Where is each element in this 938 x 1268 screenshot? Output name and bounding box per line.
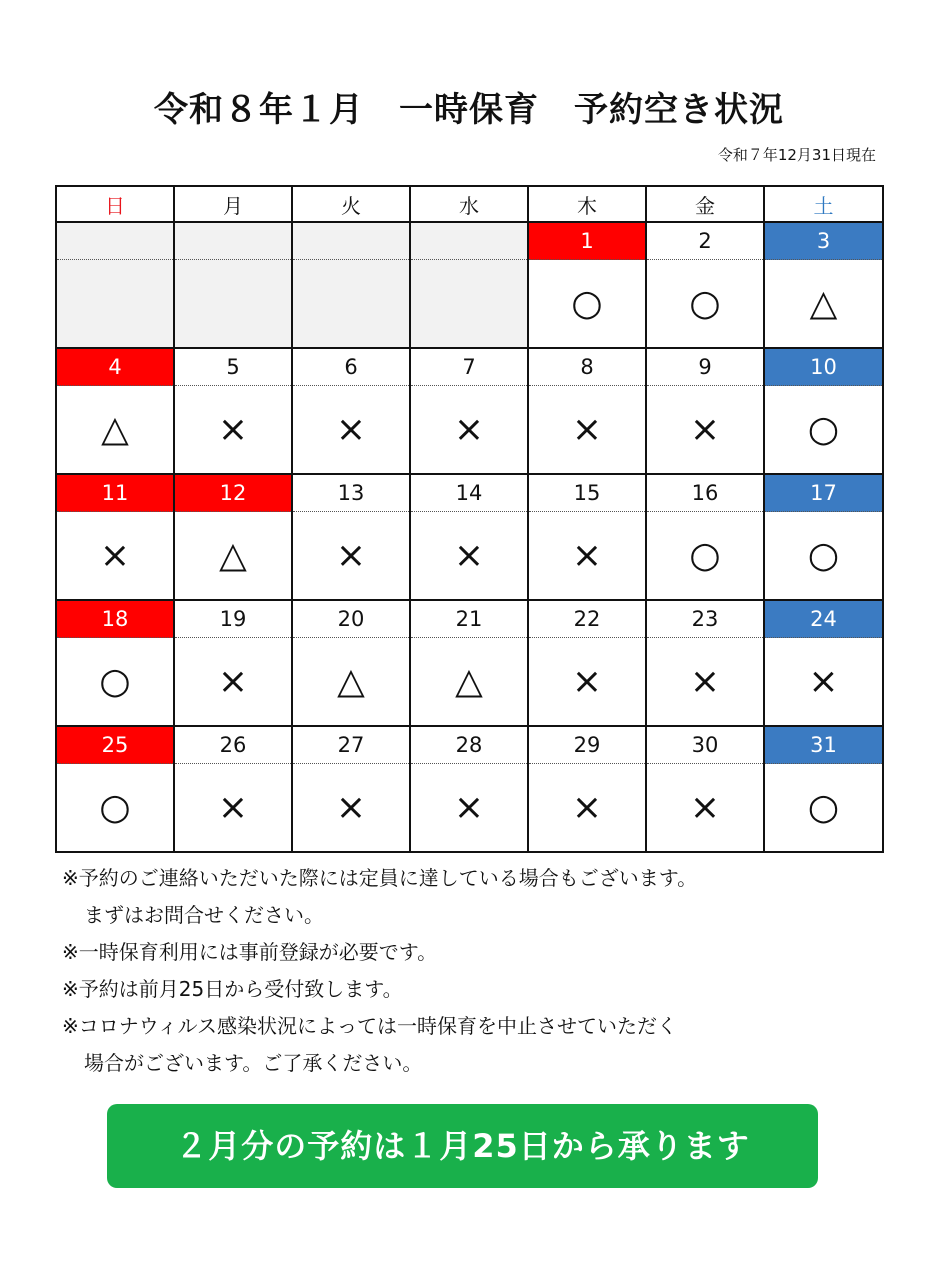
- availability-row: [56, 638, 883, 727]
- date-row: [56, 600, 883, 638]
- date-cell: 23: [646, 600, 764, 638]
- weekday-header: 木: [528, 186, 646, 222]
- weekday-header: 月: [174, 186, 292, 222]
- availability-cell: ○: [646, 512, 764, 601]
- availability-cell: ×: [646, 638, 764, 727]
- availability-row: [56, 764, 883, 853]
- weekday-header: 金: [646, 186, 764, 222]
- availability-cell: ○: [56, 764, 174, 853]
- calendar-table: [55, 185, 884, 853]
- availability-cell: [56, 260, 174, 349]
- date-cell: 16: [646, 474, 764, 512]
- date-cell: 19: [174, 600, 292, 638]
- availability-cell: ×: [174, 386, 292, 475]
- availability-cell: △: [56, 386, 174, 475]
- date-row: [56, 348, 883, 386]
- weekday-header: 水: [410, 186, 528, 222]
- availability-cell: △: [292, 638, 410, 727]
- date-cell: 27: [292, 726, 410, 764]
- date-cell: 29: [528, 726, 646, 764]
- availability-cell: ×: [528, 386, 646, 475]
- availability-cell: ○: [56, 638, 174, 727]
- as-of-date: 令和７年12月31日現在: [717, 146, 876, 164]
- date-cell: 21: [410, 600, 528, 638]
- availability-cell: ○: [764, 764, 883, 853]
- notes: [62, 860, 882, 1082]
- weekday-header: 土: [764, 186, 883, 222]
- availability-cell: ×: [646, 386, 764, 475]
- date-cell: [410, 222, 528, 260]
- date-cell: [56, 222, 174, 260]
- availability-row: [56, 260, 883, 349]
- availability-cell: ○: [764, 512, 883, 601]
- date-cell: 4: [56, 348, 174, 386]
- date-cell: 6: [292, 348, 410, 386]
- date-cell: 15: [528, 474, 646, 512]
- availability-cell: ×: [292, 764, 410, 853]
- date-cell: 31: [764, 726, 883, 764]
- availability-cell: ×: [174, 764, 292, 853]
- date-cell: 14: [410, 474, 528, 512]
- note-line: まずはお問合せください。: [84, 903, 324, 927]
- note-line: ※一時保育利用には事前登録が必要です。: [62, 940, 438, 964]
- note-line: 場合がございます。ご了承ください。: [84, 1051, 423, 1075]
- note-line: ※予約は前月25日から受付致します。: [62, 977, 403, 1001]
- date-cell: 11: [56, 474, 174, 512]
- date-cell: 1: [528, 222, 646, 260]
- availability-cell: ×: [528, 764, 646, 853]
- date-cell: 12: [174, 474, 292, 512]
- date-cell: 5: [174, 348, 292, 386]
- availability-row: [56, 512, 883, 601]
- date-cell: 18: [56, 600, 174, 638]
- availability-cell: [410, 260, 528, 349]
- date-cell: [292, 222, 410, 260]
- weekday-header-row: [56, 186, 883, 222]
- date-cell: 9: [646, 348, 764, 386]
- date-cell: 10: [764, 348, 883, 386]
- availability-cell: [292, 260, 410, 349]
- date-cell: 30: [646, 726, 764, 764]
- availability-cell: ×: [56, 512, 174, 601]
- date-cell: 24: [764, 600, 883, 638]
- date-row: [56, 222, 883, 260]
- availability-cell: ×: [410, 386, 528, 475]
- date-cell: 7: [410, 348, 528, 386]
- date-row: [56, 474, 883, 512]
- date-cell: 22: [528, 600, 646, 638]
- date-cell: 3: [764, 222, 883, 260]
- availability-cell: ○: [764, 386, 883, 475]
- date-cell: 13: [292, 474, 410, 512]
- date-cell: 28: [410, 726, 528, 764]
- weekday-header: 火: [292, 186, 410, 222]
- date-cell: 26: [174, 726, 292, 764]
- availability-cell: ×: [528, 638, 646, 727]
- weekday-header: 日: [56, 186, 174, 222]
- date-cell: 25: [56, 726, 174, 764]
- date-row: [56, 726, 883, 764]
- availability-row: [56, 386, 883, 475]
- page-title: 令和８年１月 一時保育 予約空き状況: [154, 90, 784, 130]
- availability-cell: ×: [292, 386, 410, 475]
- date-cell: [174, 222, 292, 260]
- availability-cell: ×: [292, 512, 410, 601]
- date-cell: 20: [292, 600, 410, 638]
- date-cell: 8: [528, 348, 646, 386]
- availability-cell: △: [174, 512, 292, 601]
- availability-cell: △: [410, 638, 528, 727]
- availability-cell: ×: [764, 638, 883, 727]
- availability-cell: △: [764, 260, 883, 349]
- availability-cell: ×: [528, 512, 646, 601]
- availability-cell: ○: [528, 260, 646, 349]
- availability-cell: ×: [174, 638, 292, 727]
- availability-cell: ×: [410, 764, 528, 853]
- availability-cell: ○: [646, 260, 764, 349]
- availability-cell: ×: [646, 764, 764, 853]
- date-cell: 17: [764, 474, 883, 512]
- availability-cell: ×: [410, 512, 528, 601]
- date-cell: 2: [646, 222, 764, 260]
- note-line: ※コロナウィルス感染状況によっては一時保育を中止させていただく: [62, 1014, 677, 1038]
- note-line: ※予約のご連絡いただいた際には定員に達している場合もございます。: [62, 866, 698, 890]
- availability-cell: [174, 260, 292, 349]
- reservation-banner: ２月分の予約は１月25日から承ります: [107, 1104, 818, 1188]
